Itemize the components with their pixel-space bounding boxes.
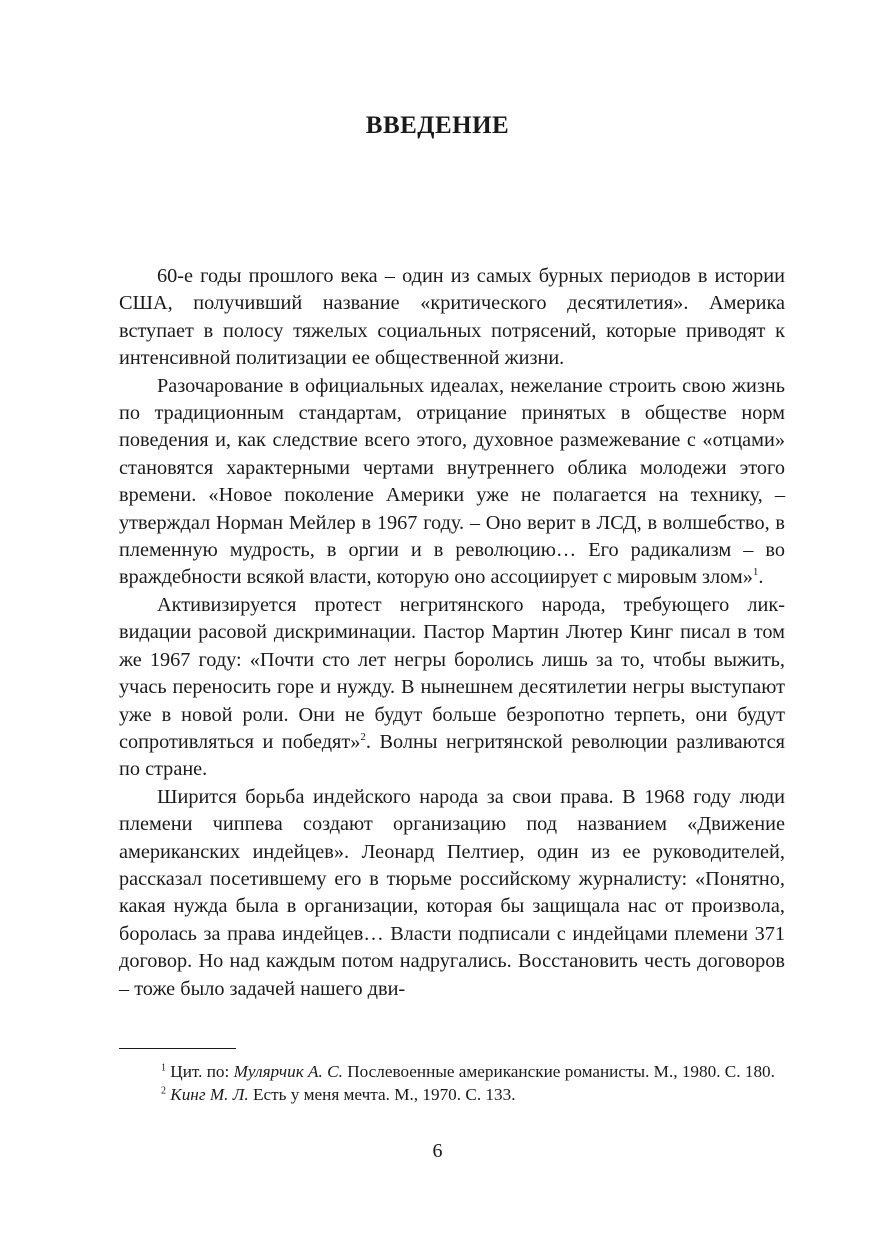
paragraph-4: [119, 784, 785, 1003]
main-text: [119, 263, 785, 1003]
footnote-prefix: Цит. по:: [166, 1062, 234, 1081]
paragraph-1: [119, 263, 785, 373]
footnote-rest: Послевоенные американские романисты. М., 1980. С. 180.: [342, 1062, 775, 1081]
footnote-author: Кинг М. Л.: [170, 1085, 249, 1104]
footnote-ref-1[interactable]: 1: [752, 566, 759, 579]
paragraph-3: [119, 592, 785, 784]
footnote-number: 2: [161, 1085, 166, 1097]
paragraph-text: Разочарование в официальных идеалах, нежелание строить свою жизнь по традиционным стандартам, отрицание принятых в обществе норм поведения и, как следствие всего этого, духовное размежевание с «отцами» становятся характерными чертами внутреннего облика молодежи этого времени. «Новое поколение Америки уже не полагается на технику, – утверждал Норман Мейлер в 1967 году. – Оно верит в ЛСД, в волшебство, в племенную мудрость, в оргии и в революцию… Его радикализм – во враждебности всякой власти, которую оно ассоциирует с мировым злом»: [119, 374, 785, 589]
page-number: 6: [432, 1140, 443, 1162]
paragraph-tail: . Волны негритянской революции разливаются по стране.: [119, 730, 785, 781]
footnote-2: [119, 1083, 785, 1106]
paragraph-text: Ширится борьба индейского народа за свои права. В 1968 году люди племени чиппева создают организацию под названием «Движение американских индейцев». Леонард Пелтиер, один из ее руководителей, рассказал посетившему его в тюрьме российскому журналисту: «Понятно, какая нужда была в организации, которая бы защищала нас от произвола, боролась за права индейцев… Власти подписали с индейцами племени 371 договор. Но над каждым потом надругались. Восстановить честь договоров – тоже было задачей нашего дви-: [119, 785, 785, 1000]
footnote-divider: [119, 1048, 236, 1049]
footnote-number: 1: [161, 1062, 166, 1074]
paragraph-tail: .: [758, 566, 764, 589]
paragraph-text: 60-е годы прошлого века – один из самых бурных периодов в истории США, получивший название «критического десятилетия». Америка вступает в полосу тяжелых социальных потрясений, которые приводят к интенсивной политизации ее общественной жизни.: [119, 265, 785, 370]
footnote-ref-2[interactable]: 2: [360, 731, 366, 744]
footnote-1: [119, 1060, 785, 1083]
paragraph-2: [119, 373, 785, 592]
paragraph-text: Активизируется протест негритянского народа, требующего ликвидации расовой дискриминации. Пастор Мартин Лютер Кинг писал в том же 1967 году: «Почти сто лет негры боролись лишь за то, чтобы выжить, учась переносить горе и нужду. В нынешнем десятилетии негры выступают уже в новой роли. Они не будут больше безропотно терпеть, они будут сопротивляться и победят»: [119, 593, 785, 753]
footnote-rest: Есть у меня мечта. М., 1970. С. 133.: [248, 1085, 516, 1104]
footnotes: [119, 1060, 785, 1106]
chapter-title: ВВЕДЕНИЕ: [365, 112, 510, 139]
footnote-author: Мулярчик А. С.: [233, 1062, 343, 1081]
